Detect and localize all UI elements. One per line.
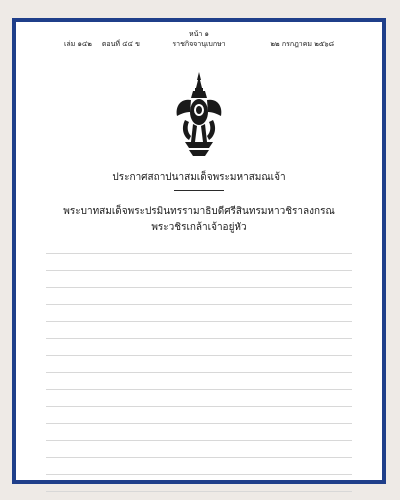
royal-title-line-1: พระบาทสมเด็จพระปรมินทรรามาธิบดีศรีสินทรมหาวชิราลงกรณ: [63, 206, 335, 217]
gazette-volume: เล่ม ๑๔๒: [64, 40, 92, 48]
body-line: [46, 244, 352, 254]
gazette-page: [24, 30, 374, 472]
royal-title: [42, 206, 356, 238]
body-line: [46, 414, 352, 424]
body-line: [46, 448, 352, 458]
gazette-meta-row: [64, 40, 334, 49]
body-line: [46, 261, 352, 271]
announcement-title: ประกาศสถาปนาสมเด็จพระมหาสมณเจ้า: [112, 172, 286, 183]
body-line: [46, 397, 352, 407]
proclamation-body: [46, 244, 352, 499]
body-line: [46, 329, 352, 339]
body-line: [46, 278, 352, 288]
title-divider: [174, 190, 224, 191]
gazette-date: ๒๒ กรกฎาคม ๒๕๖๘: [270, 40, 334, 48]
body-line: [46, 380, 352, 390]
gazette-meta-right: [270, 40, 334, 49]
body-line: [46, 312, 352, 322]
body-line: [46, 363, 352, 373]
page-number: หน้า ๑: [189, 30, 209, 38]
body-line: [46, 346, 352, 356]
gazette-issue: ตอนที่ ๔๔ ข: [101, 40, 140, 48]
document-border: [12, 18, 386, 484]
body-line: [46, 465, 352, 475]
gazette-meta-left: [64, 40, 140, 49]
gazette-name: ราชกิจจานุเบกษา: [172, 40, 226, 48]
body-line: [46, 295, 352, 305]
body-line: [46, 482, 352, 492]
royal-title-line-2: พระวชิรเกล้าเจ้าอยู่หัว: [151, 222, 247, 233]
royal-emblem-icon: [171, 70, 227, 158]
body-line: [46, 431, 352, 441]
